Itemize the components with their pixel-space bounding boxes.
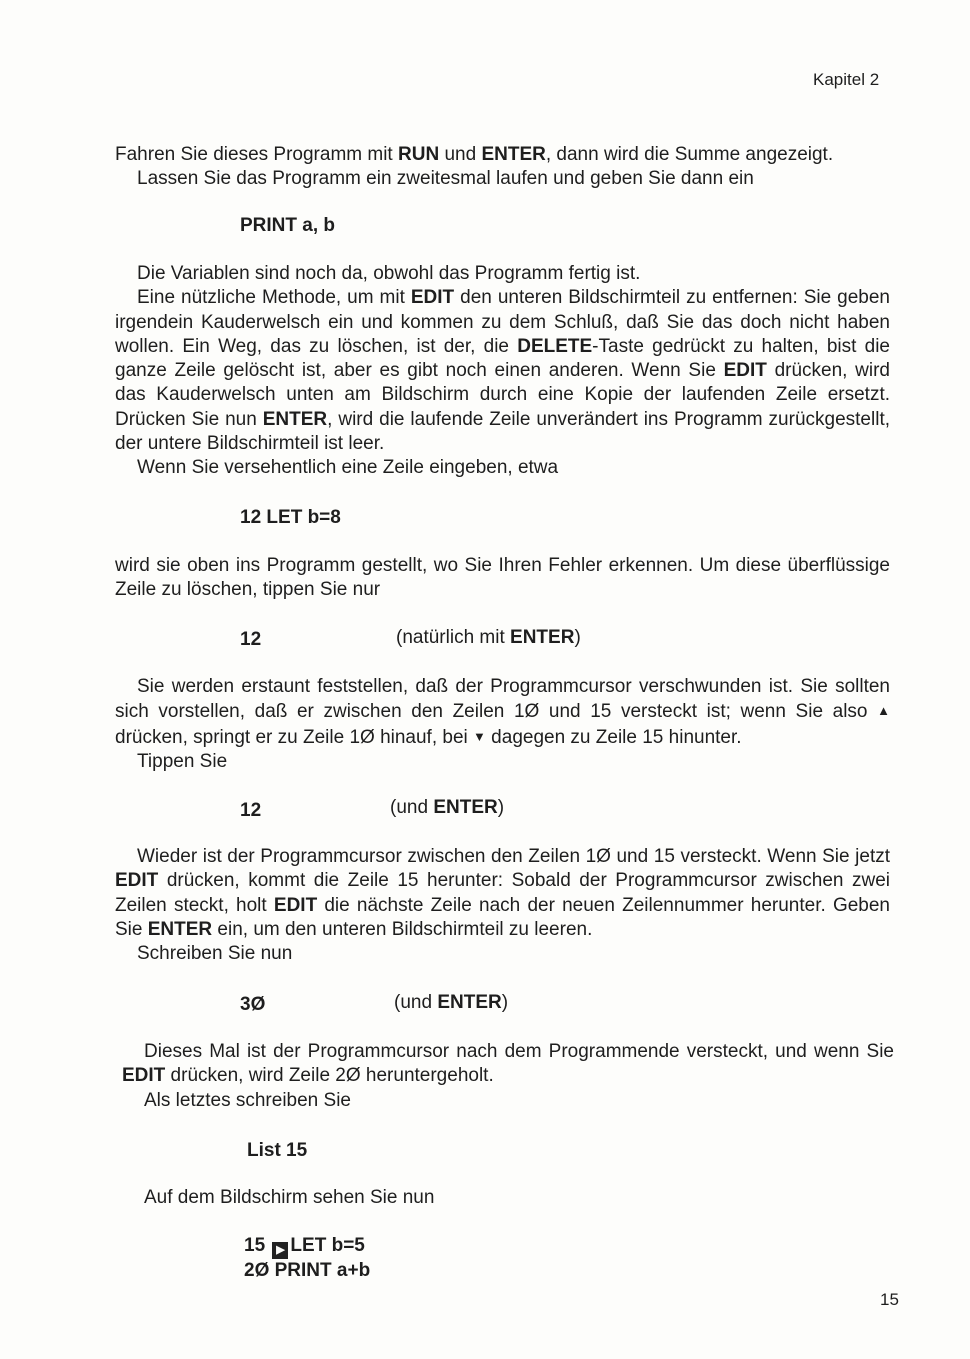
text-run: drücken, kommt die Zeile 15 herunter: Sobald der Programmcursor zwischen zwei Zeilen steckt, holt xyxy=(115,870,890,916)
line-statement: LET b=5 xyxy=(290,1235,365,1256)
arrow-up-icon: ▲ xyxy=(877,703,890,719)
text-run: (und xyxy=(390,797,434,818)
text-run: ) xyxy=(574,627,581,648)
code-line: 12 xyxy=(240,800,262,821)
program-listing xyxy=(244,1234,370,1283)
text-run: (natürlich mit xyxy=(396,627,511,648)
keyword: ENTER xyxy=(262,408,328,430)
text-run: Auf dem Bildschirm sehen Sie nun xyxy=(144,1187,435,1208)
keyword: DELETE xyxy=(517,335,593,357)
text-run: ) xyxy=(501,992,509,1013)
arrow-down-icon: ▼ xyxy=(473,728,486,744)
text-run: Die Variablen sind noch da, obwohl das Programm fertig ist. xyxy=(137,263,641,284)
text-run: Schreiben Sie nun xyxy=(137,943,293,965)
keyword: EDIT xyxy=(410,287,455,309)
text-run: Lassen Sie das Programm ein zweitesmal laufen und geben Sie dann ein xyxy=(137,168,754,190)
keyword: ENTER xyxy=(147,918,213,940)
text-run: Dieses Mal ist der Programmcursor nach dem Programmende versteckt, und wenn Sie xyxy=(144,1041,894,1062)
text-run: , wird die laufende Zeile unverändert ins Programm zurückgestellt, der untere Bildschirmteil ist leer. xyxy=(115,408,890,455)
text-run: drücken, springt er zu Zeile 1Ø hinauf, bei xyxy=(115,726,474,748)
code-line: 3Ø xyxy=(240,994,266,1015)
code-line: PRINT a, b xyxy=(240,215,336,236)
text-run: , dann wird die Summe angezeigt. xyxy=(545,144,834,165)
keyword: ENTER xyxy=(437,992,502,1013)
code-line: 12 LET b=8 xyxy=(240,507,341,528)
text-run: Eine nützliche Methode, um mit xyxy=(137,287,411,309)
paragraph xyxy=(122,1186,897,1210)
text-run: -Taste gedrückt zu halten, bist die ganze Zeile gelöscht ist, aber es gibt noch einen anderen. Wenn Sie xyxy=(115,335,890,382)
text-run: (und xyxy=(394,992,438,1013)
text-run: drücken, wird das Kauderwelsch unten am Bildschirm durch eine Kopie der laufenden Zeile ersetzt. Drücken Sie nun xyxy=(115,360,890,430)
text-run: die nächste Zeile nach der neuen Zeilennummer herunter. Geben Sie xyxy=(115,894,890,940)
code-note xyxy=(396,627,581,649)
text-run: Wenn Sie versehentlich eine Zeile eingeben, etwa xyxy=(137,457,559,479)
chapter-header: Kapitel 2 xyxy=(813,70,880,89)
code-line: 12 xyxy=(240,629,262,650)
line-number: 15 xyxy=(244,1235,266,1256)
text-run: drücken, wird Zeile 2Ø heruntergeholt. xyxy=(165,1065,494,1087)
keyword: EDIT xyxy=(723,360,767,382)
keyword: EDIT xyxy=(273,894,318,916)
page-number: 15 xyxy=(880,1290,899,1309)
text-run: Sie werden erstaunt feststellen, daß der Programmcursor verschwunden ist. Sie sollten sich vorstellen, daß er zwischen den Zeilen 1Ø und 15 versteckt ist; wenn Sie also xyxy=(115,676,890,723)
text-run: und xyxy=(439,144,482,165)
keyword: EDIT xyxy=(115,870,159,892)
text-run: wird sie oben ins Programm gestellt, wo Sie Ihren Fehler erkennen. Um diese überflüssige Zeile zu löschen, tippen Sie nur xyxy=(115,555,890,601)
paragraph xyxy=(122,1040,894,1113)
code-note xyxy=(394,992,508,1014)
keyword: RUN xyxy=(398,144,440,165)
code-note xyxy=(390,797,504,819)
text-run: den unteren Bildschirmteil zu entfernen: Sie geben irgendein Kauderwelsch ein und kommen zu dem Schluß, daß Sie das doch nicht haben wollen. Ein Weg, das zu löschen, ist der, die xyxy=(115,287,891,357)
program-cursor-icon: ▶ xyxy=(272,1242,288,1259)
keyword: ENTER xyxy=(433,797,498,818)
text-run: Fahren Sie dieses Programm mit xyxy=(115,144,398,165)
keyword: ENTER xyxy=(510,627,575,648)
keyword: ENTER xyxy=(481,144,546,165)
text-run: ) xyxy=(497,797,505,818)
paragraph xyxy=(115,554,890,603)
paragraph xyxy=(115,262,890,481)
text-run: ein, um den unteren Bildschirmteil zu leeren. xyxy=(212,918,593,940)
text-run: Wieder ist der Programmcursor zwischen den Zeilen 1Ø und 15 versteckt. Wenn Sie jetzt xyxy=(137,846,890,867)
keyword: EDIT xyxy=(122,1065,166,1087)
paragraph xyxy=(115,845,890,966)
listing-line-2: 2Ø PRINT a+b xyxy=(244,1260,371,1281)
code-line: List 15 xyxy=(247,1140,308,1161)
listing-line-1 xyxy=(244,1234,370,1259)
text-run: Als letztes schreiben Sie xyxy=(144,1089,351,1111)
text-run: Tippen Sie xyxy=(137,750,228,772)
paragraph xyxy=(115,143,890,192)
paragraph xyxy=(115,675,890,774)
text-run: dagegen zu Zeile 15 hinunter. xyxy=(485,726,742,748)
